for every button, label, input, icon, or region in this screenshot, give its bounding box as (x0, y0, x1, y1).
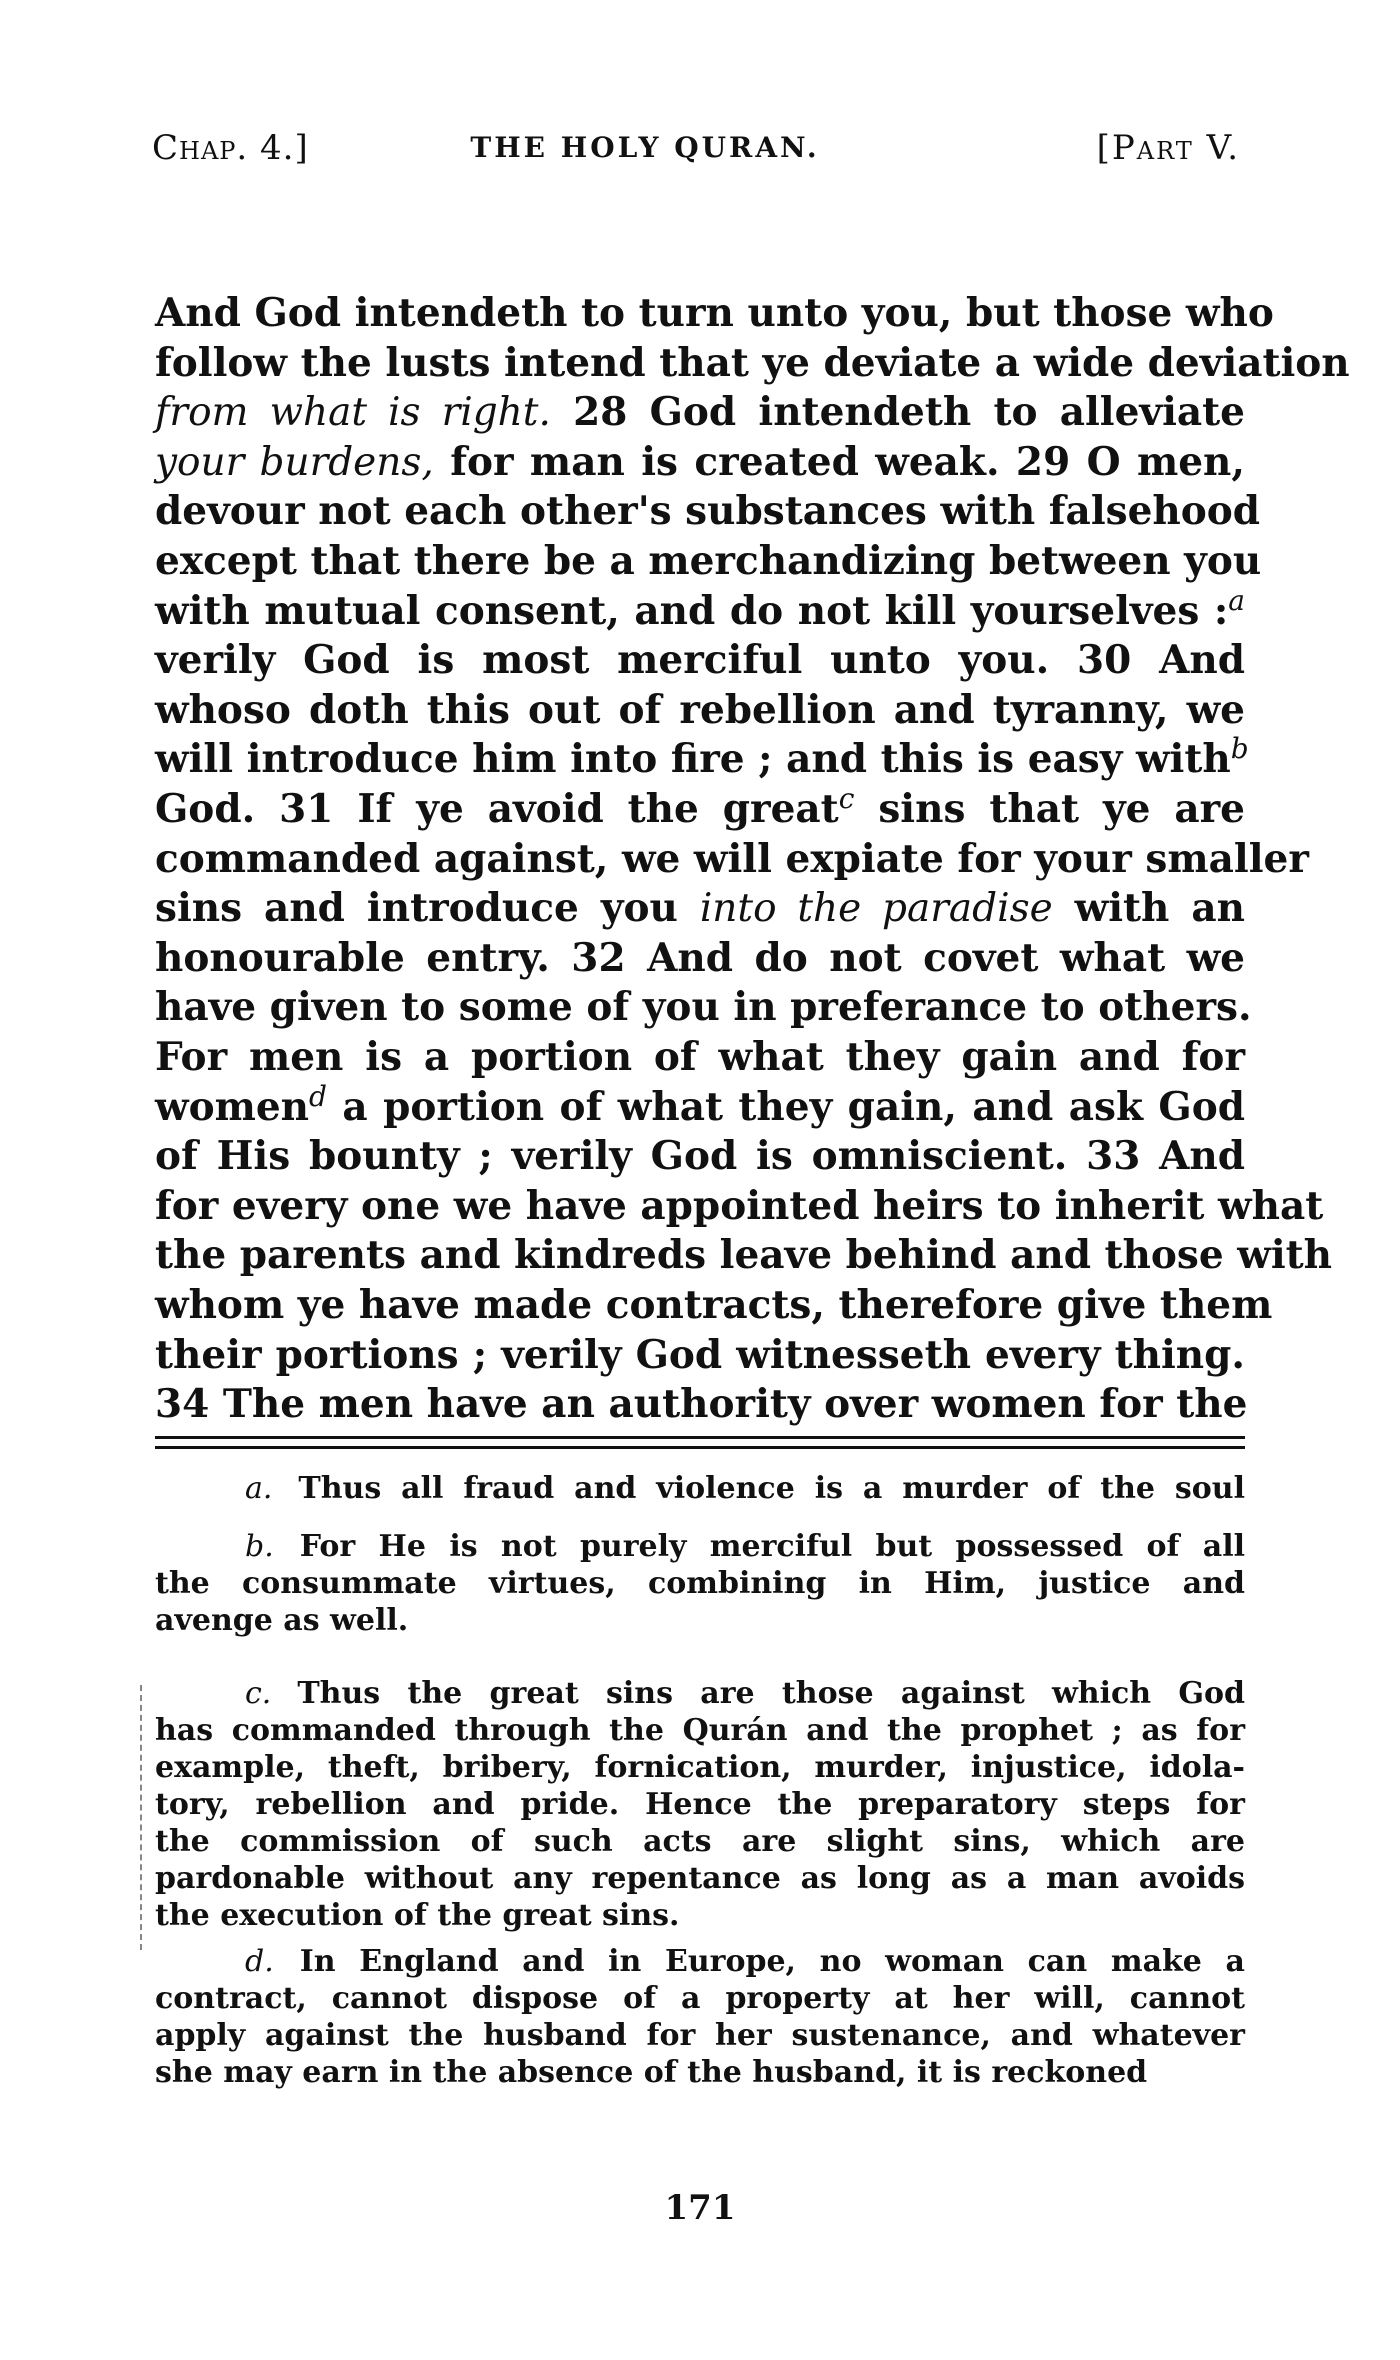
footnote-marker: b (1230, 732, 1249, 766)
text-segment: sins and introduce you (155, 885, 700, 932)
margin-mark (140, 1685, 142, 1950)
text-line (155, 437, 1245, 487)
footnote-text: Thus the great sins are those against which God (297, 1676, 1245, 1711)
text-line (155, 486, 1261, 536)
footnote-text: has commanded through the Qurán and the prophet ; as for (155, 1713, 1245, 1748)
book-title: THE HOLY QURAN. (470, 131, 820, 164)
footnote-text: the execution of the great sins. (155, 1898, 680, 1933)
footnote-text: she may earn in the absence of the husband, it is reckoned (155, 2055, 1148, 2090)
text-line (155, 1280, 1273, 1330)
footnote-text: pardonable without any repentance as long as a man avoids (155, 1861, 1245, 1896)
text-segment: follow the lusts intend that ye deviate a wide deviation (155, 339, 1350, 386)
footnote-text: the commission of such acts are slight sins, which are (155, 1824, 1245, 1859)
text-line (155, 338, 1350, 388)
text-segment: with mutual consent, and do not kill yourselves : (155, 587, 1229, 634)
text-segment: have given to some of you in preferance to others. (155, 984, 1252, 1031)
text-line (155, 635, 1245, 685)
part-label: [Part V. (1096, 128, 1240, 168)
footnote-marker: c (838, 782, 855, 815)
page-number: 171 (664, 2188, 736, 2228)
footnote-text: Thus all fraud and violence is a murder of the soul (298, 1471, 1245, 1506)
text-segment: with an (1052, 885, 1245, 932)
footnote-marker: d (309, 1079, 327, 1113)
text-line (155, 784, 1245, 834)
text-line (155, 536, 1262, 586)
text-segment: God. 31 If ye avoid the great (155, 786, 839, 832)
text-segment: commanded against, we will expiate for your smaller (155, 835, 1309, 882)
text-segment: except that there be a merchandizing between you (155, 538, 1262, 584)
italic-text: your burdens, (155, 439, 434, 485)
footnote-line (245, 1528, 1245, 1565)
footnote-line (155, 1860, 1245, 1897)
text-line (155, 1230, 1333, 1280)
footnote-line (155, 1565, 1245, 1602)
text-segment: 28 God intendeth to alleviate (550, 389, 1245, 436)
footnote-line (155, 2054, 1245, 2091)
text-segment: sins that ye are (854, 786, 1245, 832)
text-segment: verily God is most merciful unto you. 30 And (155, 637, 1245, 684)
text-line (155, 1131, 1245, 1181)
footnote-line (155, 1602, 1245, 1639)
text-segment: will introduce him into fire ; and this is easy with (155, 736, 1231, 783)
footnote-line (155, 2017, 1245, 2054)
text-line (155, 1079, 1245, 1132)
text-line (155, 982, 1252, 1032)
footnote-text: In England and in Europe, no woman can make a (299, 1944, 1245, 1979)
footnote-line (155, 1980, 1245, 2017)
footnote-line (155, 1749, 1245, 1786)
text-line (155, 883, 1245, 933)
text-segment: their portions ; verily God witnesseth every thing. (155, 1331, 1245, 1378)
text-segment: For men is a portion of what they gain and for (155, 1034, 1245, 1080)
text-line (155, 1379, 1248, 1429)
text-line (155, 288, 1274, 338)
footnote-text: example, theft, bribery, fornication, murder, injustice, idola- (155, 1750, 1245, 1785)
footnote-text: contract, cannot dispose of a property at her will, cannot (155, 1981, 1245, 2016)
footnote-marker: a (1228, 583, 1245, 617)
text-segment: honourable entry. 32 And do not covet what we (155, 934, 1245, 981)
text-segment: for every one we have appointed heirs to inherit what (155, 1182, 1324, 1229)
text-segment: devour not each other's substances with falsehood (155, 488, 1261, 535)
footnote-line (245, 1675, 1245, 1712)
footnote-text: apply against the husband for her sustenance, and whatever (155, 2018, 1245, 2053)
text-line (155, 685, 1245, 735)
footnote-label: a. (245, 1471, 273, 1506)
text-segment: whoso doth this out of rebellion and tyranny, we (155, 686, 1245, 733)
text-segment: of His bounty ; verily God is omniscient. 33 And (155, 1133, 1245, 1180)
italic-text: from what is right. (155, 390, 551, 436)
footnote-rule-top (155, 1436, 1245, 1439)
footnote-text: avenge as well. (155, 1603, 409, 1638)
footnote-label: d. (245, 1944, 274, 1979)
chapter-label: Chap. 4.] (152, 128, 309, 168)
text-line (155, 1330, 1245, 1380)
footnote-text: For He is not purely merciful but possessed of all (299, 1529, 1245, 1564)
text-line (155, 732, 1249, 784)
footnote-label: c. (245, 1676, 272, 1711)
text-line (155, 933, 1245, 983)
text-segment: And God intendeth to turn unto you, but those who (155, 290, 1274, 336)
text-line (155, 583, 1245, 636)
text-line (155, 387, 1245, 437)
footnote-rule-bottom (155, 1446, 1245, 1449)
text-segment: whom ye have made contracts, therefore give them (155, 1282, 1273, 1328)
footnote-label: b. (245, 1529, 274, 1564)
footnote-line (245, 1470, 1245, 1507)
footnote-text: tory, rebellion and pride. Hence the preparatory steps for (155, 1787, 1245, 1822)
footnote-line (245, 1943, 1245, 1980)
text-segment: a portion of what they gain, and ask God (326, 1083, 1245, 1130)
text-segment: the parents and kindreds leave behind and those with (155, 1232, 1333, 1279)
text-line (155, 1032, 1245, 1082)
footnote-line (155, 1712, 1245, 1749)
footnote-text: the consummate virtues, combining in Him, justice and (155, 1566, 1245, 1601)
text-line (155, 834, 1309, 884)
text-segment: women (155, 1083, 310, 1130)
text-segment: 34 The men have an authority over women for the (155, 1381, 1248, 1428)
footnote-line (155, 1823, 1245, 1860)
footnote-line (155, 1786, 1245, 1823)
text-segment: for man is created weak. 29 O men, (433, 438, 1245, 485)
footnote-line (155, 1897, 1245, 1934)
italic-text: into the paradise (699, 886, 1053, 932)
text-line (155, 1181, 1324, 1231)
